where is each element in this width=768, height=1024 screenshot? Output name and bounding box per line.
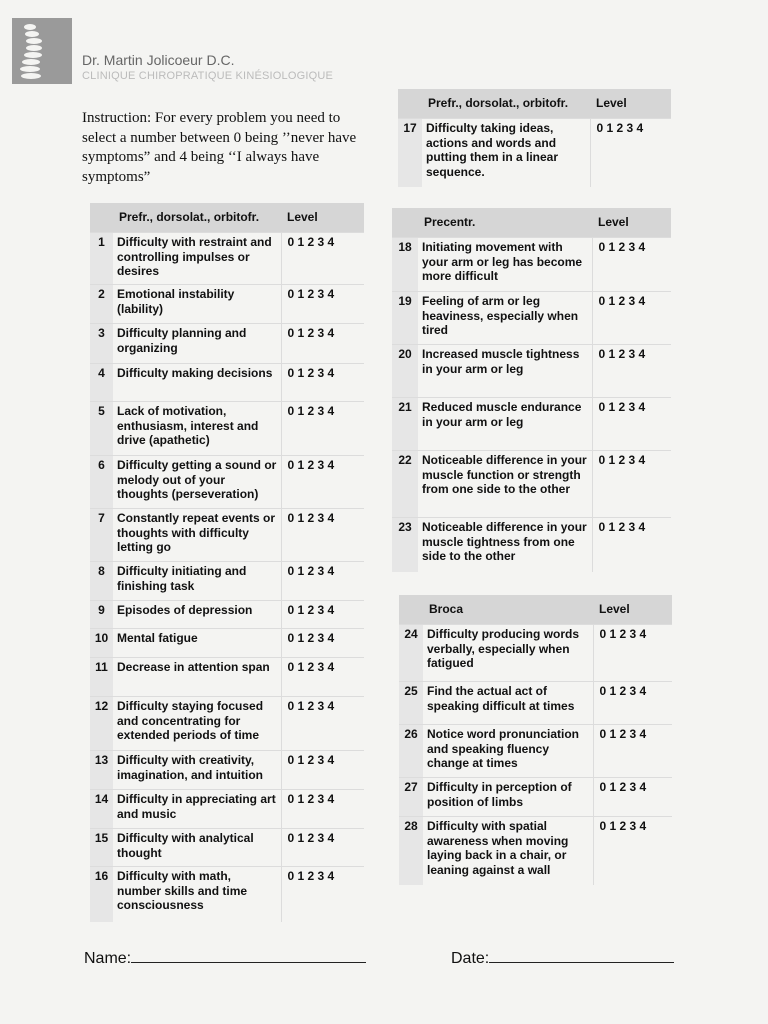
level-scale[interactable]: 0 1 2 3 4 [281,601,364,629]
level-header: Level [593,595,672,625]
item-number: 25 [399,682,423,725]
item-text: Difficulty taking ideas, actions and words and putting them in a linear sequence. [422,119,590,187]
level-scale[interactable]: 0 1 2 3 4 [592,398,671,451]
table-row [90,402,364,456]
level-scale[interactable]: 0 1 2 3 4 [593,778,672,817]
level-scale[interactable]: 0 1 2 3 4 [281,456,364,509]
level-scale[interactable]: 0 1 2 3 4 [281,364,364,402]
item-text: Constantly repeat events or thoughts with difficulty letting go [113,509,281,562]
table-row [399,778,672,817]
item-number: 12 [90,697,113,751]
table-row [399,625,672,682]
item-number: 24 [399,625,423,682]
table-row [90,658,364,697]
table-row [90,601,364,629]
level-scale[interactable]: 0 1 2 3 4 [281,402,364,456]
table-header-row [90,203,364,233]
table-row [392,238,671,292]
item-number: 4 [90,364,113,402]
table-row [90,829,364,867]
item-text: Reduced muscle endurance in your arm or leg [418,398,592,451]
item-text: Difficulty with math, number skills and time consciousness [113,867,281,922]
level-scale[interactable]: 0 1 2 3 4 [281,829,364,867]
table-row [90,562,364,601]
level-header: Level [590,89,671,119]
item-text: Difficulty initiating and finishing task [113,562,281,601]
item-number: 28 [399,817,423,885]
item-number: 5 [90,402,113,456]
table-row [392,518,671,572]
level-scale[interactable]: 0 1 2 3 4 [281,867,364,922]
table-row [90,509,364,562]
item-number: 8 [90,562,113,601]
item-text: Increased muscle tightness in your arm or leg [418,345,592,398]
level-scale[interactable]: 0 1 2 3 4 [281,562,364,601]
prefrontal-questions-table [90,203,364,922]
table-row [392,345,671,398]
item-number: 6 [90,456,113,509]
level-header: Level [281,203,364,233]
level-scale[interactable]: 0 1 2 3 4 [593,682,672,725]
table-row [399,817,672,885]
section-title: Precentr. [418,208,592,238]
section-title: Prefr., dorsolat., orbitofr. [113,203,281,233]
item-text: Feeling of arm or leg heaviness, especially when tired [418,292,592,345]
name-blank-line[interactable] [131,948,366,963]
level-scale[interactable]: 0 1 2 3 4 [592,345,671,398]
item-text: Difficulty with analytical thought [113,829,281,867]
section-title: Broca [423,595,593,625]
item-text: Difficulty planning and organizing [113,324,281,364]
level-scale[interactable]: 0 1 2 3 4 [592,451,671,518]
table-row [392,398,671,451]
item-text: Difficulty in perception of position of limbs [423,778,593,817]
instruction-text: Instruction: For every problem you need to select a number between 0 being ’’never have symptoms” and 4 being ‘‘I always have symptoms” [82,110,357,185]
level-scale[interactable]: 0 1 2 3 4 [281,790,364,829]
item-number: 17 [398,119,422,187]
level-scale[interactable]: 0 1 2 3 4 [592,238,671,292]
item-number: 7 [90,509,113,562]
item-number: 9 [90,601,113,629]
name-field[interactable] [84,948,366,968]
item-text: Difficulty making decisions [113,364,281,402]
date-field[interactable] [451,948,674,968]
section-title: Prefr., dorsolat., orbitofr. [422,89,590,119]
name-label: Name: [84,950,132,967]
item-number: 20 [392,345,418,398]
item-number: 13 [90,751,113,790]
level-scale[interactable]: 0 1 2 3 4 [592,292,671,345]
date-label: Date: [451,950,490,967]
item-text: Noticeable difference in your muscle tightness from one side to the other [418,518,592,572]
table-row [90,629,364,658]
table-row [392,451,671,518]
item-number: 2 [90,285,113,324]
item-text: Mental fatigue [113,629,281,658]
level-scale[interactable]: 0 1 2 3 4 [590,119,671,187]
spine-icon [12,18,72,84]
item-text: Difficulty with spatial awareness when moving laying back in a chair, or leaning against a wall [423,817,593,885]
table-row [90,364,364,402]
level-scale[interactable]: 0 1 2 3 4 [592,518,671,572]
item-number: 15 [90,829,113,867]
item-number: 10 [90,629,113,658]
level-header: Level [592,208,671,238]
clinic-name: CLINIQUE CHIROPRATIQUE KINÉSIOLOGIQUE [82,70,334,82]
level-scale[interactable]: 0 1 2 3 4 [593,725,672,778]
table-row [90,233,364,285]
item-number: 18 [392,238,418,292]
item-text: Noticeable difference in your muscle function or strength from one side to the other [418,451,592,518]
item-text: Episodes of depression [113,601,281,629]
item-text: Notice word pronunciation and speaking fluency change at times [423,725,593,778]
item-number: 16 [90,867,113,922]
item-number: 3 [90,324,113,364]
table-row [90,790,364,829]
level-scale[interactable]: 0 1 2 3 4 [281,658,364,697]
item-number: 27 [399,778,423,817]
prefrontal-continued-table [398,89,671,187]
table-header-row [392,208,671,238]
table-row [90,456,364,509]
item-number: 22 [392,451,418,518]
item-number: 14 [90,790,113,829]
item-number: 11 [90,658,113,697]
item-number: 21 [392,398,418,451]
item-text: Difficulty with creativity, imagination, and intuition [113,751,281,790]
table-header-row [398,89,671,119]
table-row [90,324,364,364]
level-scale[interactable]: 0 1 2 3 4 [281,324,364,364]
item-text: Difficulty in appreciating art and music [113,790,281,829]
table-row [398,119,671,187]
level-scale[interactable]: 0 1 2 3 4 [281,629,364,658]
level-scale[interactable]: 0 1 2 3 4 [281,233,364,285]
date-blank-line[interactable] [489,948,674,963]
item-number: 19 [392,292,418,345]
item-text: Initiating movement with your arm or leg has become more difficult [418,238,592,292]
broca-questions-table [399,595,672,885]
item-text: Difficulty getting a sound or melody out of your thoughts (perseveration) [113,456,281,509]
table-header-row [399,595,672,625]
item-text: Find the actual act of speaking difficult at times [423,682,593,725]
table-row [90,867,364,922]
table-row [392,292,671,345]
item-text: Difficulty producing words verbally, especially when fatigued [423,625,593,682]
item-text: Decrease in attention span [113,658,281,697]
item-text: Difficulty staying focused and concentrating for extended periods of time [113,697,281,751]
item-text: Emotional instability (lability) [113,285,281,324]
table-row [399,725,672,778]
doctor-name: Dr. Martin Jolicoeur D.C. [82,52,235,68]
table-row [90,751,364,790]
item-text: Lack of motivation, enthusiasm, interest and drive (apathetic) [113,402,281,456]
item-number: 26 [399,725,423,778]
level-scale[interactable]: 0 1 2 3 4 [281,751,364,790]
table-row [90,697,364,751]
item-text: Difficulty with restraint and controlling impulses or desires [113,233,281,285]
item-number: 1 [90,233,113,285]
level-scale[interactable]: 0 1 2 3 4 [281,697,364,751]
precentral-questions-table [392,208,671,572]
level-scale[interactable]: 0 1 2 3 4 [281,285,364,324]
level-scale[interactable]: 0 1 2 3 4 [593,817,672,885]
level-scale[interactable]: 0 1 2 3 4 [281,509,364,562]
level-scale[interactable]: 0 1 2 3 4 [593,625,672,682]
table-row [90,285,364,324]
item-number: 23 [392,518,418,572]
table-row [399,682,672,725]
